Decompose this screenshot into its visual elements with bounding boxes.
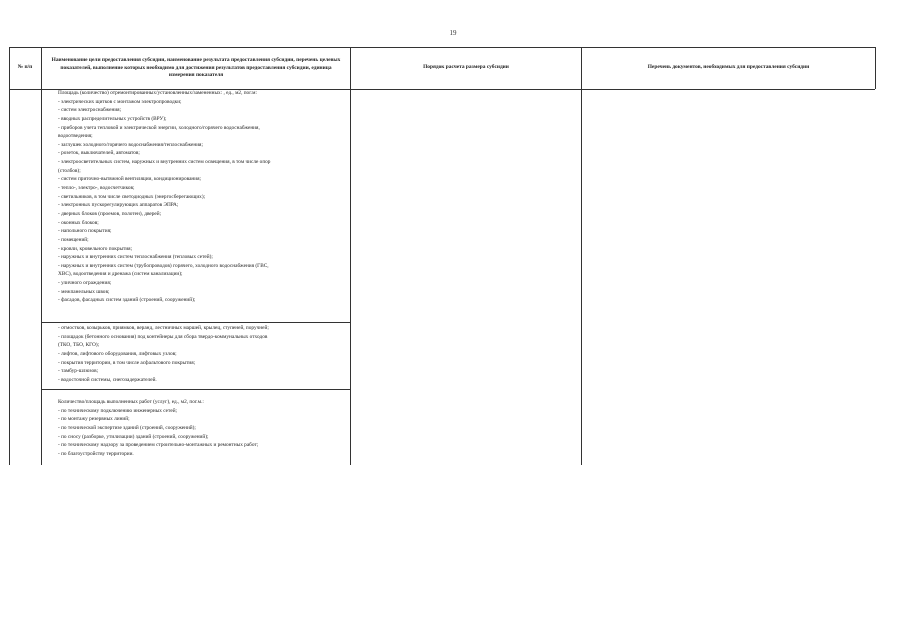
indicator-line: Количество/площадь выполненных работ (услуг), ед., м2, пог.м.:: [58, 399, 204, 405]
header-calc: Порядок расчета размера субсидии: [423, 64, 509, 71]
indicator-line: - по техническому надзору за проведением строительно-монтажных и ремонтных работ;: [58, 442, 259, 449]
indicator-line: водоотведения;: [58, 133, 93, 140]
page-number: 19: [449, 29, 457, 37]
indicator-line: - электрических щитков с монтажом электропроводки;: [58, 98, 182, 105]
indicator-line: (ТКО, ТБО, КГО);: [58, 342, 100, 349]
header-num: № п/п: [17, 64, 33, 71]
indicator-line: - дверных блоков (проемов, полотен), дверей;: [58, 210, 162, 217]
indicator-line: - наружных и внутренних систем теплоснабжения (тепловых сетей);: [58, 254, 213, 261]
indicator-line: - фасадов, фасадных систем зданий (строений, сооружений);: [58, 297, 196, 304]
indicator-line: - систем приточно-вытяжной вентиляции, кондиционирования;: [58, 176, 201, 183]
table-left-border: [9, 47, 10, 465]
indicator-line: - розеток, выключателей, автоматов;: [58, 150, 140, 157]
indicator-line: - тамбур-шлюзов;: [58, 368, 99, 375]
indicator-line: - тепло-, электро-, водосчетчиков;: [58, 185, 135, 192]
block-separator-1: [41, 322, 350, 323]
indicator-line: - уличного ограждения;: [58, 280, 112, 287]
indicator-line: - по технической экспертизе зданий (строений, сооружений);: [58, 424, 196, 431]
indicator-line: - по сносу (разборке, утилизации) зданий (строений, сооружений);: [58, 433, 209, 440]
indicator-line: (столбов);: [58, 167, 81, 174]
indicator-line: - отмостков, козырьков, приямков, веранд, лестничных маршей, крылец, ступеней, поручней;: [58, 325, 269, 331]
indicator-line: Площадь (количество) отремонтированных/установленных/замененных: , ед., м2, пог.м:: [58, 90, 257, 96]
indicator-line: - электроосветительных систем, наружных и внутренних систем освещения, в том числе опор: [58, 159, 271, 166]
header-docs: Перечень документов, необходимых для предоставления субсидии: [647, 64, 810, 71]
indicator-line: - площадок (бетонного основания) под контейнеры для сбора твердо-коммунальных отходов: [58, 333, 268, 340]
column-divider-3: [581, 47, 582, 465]
indicator-line: - электронных пускорегулирующих аппаратов ЭПРА;: [58, 202, 179, 209]
column-divider-2: [350, 47, 351, 465]
indicator-line: - лифтов, лифтового оборудования, лифтовых узлов;: [58, 350, 177, 357]
indicator-line: - оконных блоков;: [58, 219, 99, 226]
indicator-line: ХВС), водоотведения и дренажа (систем канализации);: [58, 271, 183, 278]
indicator-line: - по монтажу резервных линий;: [58, 416, 130, 423]
block-separator-2: [41, 389, 350, 390]
indicator-line: - приборов учета тепловой и электрической энергии, холодного/горячего водоснабжения,: [58, 124, 260, 131]
indicator-line: - по техническому подключению инженерных сетей;: [58, 407, 177, 414]
indicator-line: - систем электроснабжения;: [58, 107, 122, 114]
indicator-line: - светильников, в том числе светодиодных (энергосберегающих);: [58, 193, 206, 200]
indicator-line: - кровли, кровельного покрытия;: [58, 245, 133, 252]
indicator-line: - водосточной системы, снегозадержателей.: [58, 376, 157, 383]
indicator-line: - вводных распределительных устройств (ВРУ);: [58, 115, 167, 122]
indicator-line: - межпанельных швов;: [58, 288, 110, 295]
indicator-block-1: [58, 89, 270, 305]
indicator-line: - помещений;: [58, 236, 89, 243]
column-divider-1: [41, 47, 42, 465]
indicator-line: - заглушек холодного/горячего водоснабжения/теплоснабжения;: [58, 141, 203, 148]
indicator-line: - наружных и внутренних систем (трубопроводов) горячего, холодного водоснабжения (ГВС,: [58, 262, 269, 269]
indicator-line: - по благоустройству территории.: [58, 450, 134, 457]
indicator-line: - напольного покрытия;: [58, 228, 112, 235]
header-name: Наименование цели предоставления субсидии, наименование результата предоставления субсидии, перечень целевых показателей, выполнение которых необходимо для достижения результатов предоставления субсидии, единица измерения показателя: [51, 57, 341, 79]
indicator-line: - покрытия территории, в том числе асфальтового покрытия;: [58, 359, 196, 366]
table-right-border: [875, 47, 876, 89]
indicator-block-2: [58, 324, 269, 384]
indicator-block-3: [58, 398, 258, 458]
